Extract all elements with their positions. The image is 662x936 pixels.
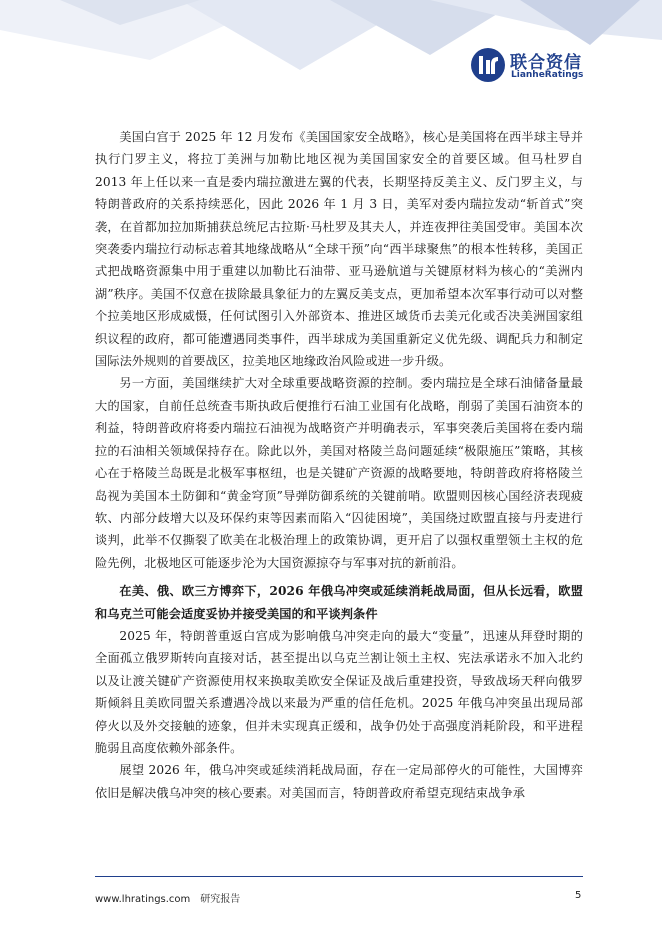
logo-english-name: LianheRatings [511,70,584,80]
footer-divider [95,876,583,877]
footer-left [95,890,240,905]
paragraph-trump-variable: 2025 年，特朗普重返白宫成为影响俄乌冲突走向的最大“变量”，迅速从拜登时期的全面孤立俄罗斯转向直接对话，甚至提出以乌克兰割让领土主权、宪法承诺永不加入北约以及让渡关键矿产资源使用权来换取美欧安全保证及战后重建投资，导致战场天秤向俄罗斯倾斜且美欧同盟关系遭遇冷战以来最为严重的信任危机。2025 年俄乌冲突虽出现局部停火以及外交接触的迹象，但并未实现真正缓和，战争仍处于高强度消耗阶段，和平进程脆弱且高度依赖外部条件。 [95,628,583,755]
footer-website-link[interactable]: www.lhratings.com [95,894,191,905]
paragraph-strategic-resources: 另一方面，美国继续扩大对全球重要战略资源的控制。委内瑞拉是全球石油储备量最大的国家，自前任总统查韦斯执政后便推行石油工业国有化战略，削弱了美国石油资本的利益，特朗普政府将委内瑞拉石油视为战略资产并明确表示，军事突袭后美国将在委内瑞拉的石油相关领域保持存在。除此以外，美国对格陵兰岛问题延续“极限施压”策略，其核心在于格陵兰岛既是北极军事枢纽，也是关键矿产资源的战略要地，特朗普政府将格陵兰岛视为美国本土防御和“黄金穹顶”导弹防御系统的关键前哨。欧盟则因核心国经济表现疲软、内部分歧增大以及环保约束等因素而陷入“囚徒困境”，美国绕过欧盟直接与丹麦进行谈判，此举不仅撕裂了欧美在北极治理上的政策协调，更开启了以强权重塑领土主权的危险先例，北极地区可能逐步沦为大国资源掠夺与军事对抗的新前沿。 [95,376,583,570]
section-heading-russia-ukraine: 在美、俄、欧三方博弈下，2026 年俄乌冲突或延续消耗战局面，但从长远看，欧盟和乌克兰可能会适度妥协并接受美国的和平谈判条件 [95,584,583,621]
logo-chinese-name: 联合资信 [510,53,582,73]
footer-report-label: 研究报告 [200,894,241,905]
report-body [95,126,583,804]
lianhe-logo-icon [470,47,506,83]
page-number: 5 [575,890,582,901]
brand-logo [470,47,595,87]
paragraph-outlook-2026: 展望 2026 年，俄乌冲突或延续消耗战局面，存在一定局部停火的可能性，大国博弈依旧是解决俄乌冲突的核心要素。对美国而言，特朗普政府希望克现结束战争承 [95,763,583,800]
paragraph-us-security-strategy: 美国白宫于 2025 年 12 月发布《美国国家安全战略》，核心是美国将在西半球主导并执行门罗主义，将拉丁美洲与加勒比地区视为美国国家安全的首要区域。但马杜罗自 2013 年上任以来一直是委内瑞拉激进左翼的代表，长期坚持反美主义、反门罗主义，与特朗普政府的关系持续恶化，因此 2026 年 1 月 3 日，美军对委内瑞拉发动“斩首式”突袭，在首都加拉加斯捕获总统尼古拉斯·马杜罗及其夫人，并连夜押往美国受审。美国本次突袭委内瑞拉行动标志着其地缘战略从“全球干预”向“西半球聚焦”的根本性转移，美国正式把战略资源集中用于重建以加勒比石油带、亚马逊航道与关键原材料为核心的“美洲内湖”秩序。美国不仅意在拔除最具象征力的左翼反美支点，更加希望本次军事行动可以对整个拉美地区形成威慑，任何试图引入外部资本、推进区域货币去美元化或否决美洲国家组织议程的政府，都可能遭遇同类事件，西半球成为美国重新定义优先级、调配兵力和制定国际法外规则的首要战区，拉美地区地缘政治风险或进一步升级。 [95,130,583,369]
